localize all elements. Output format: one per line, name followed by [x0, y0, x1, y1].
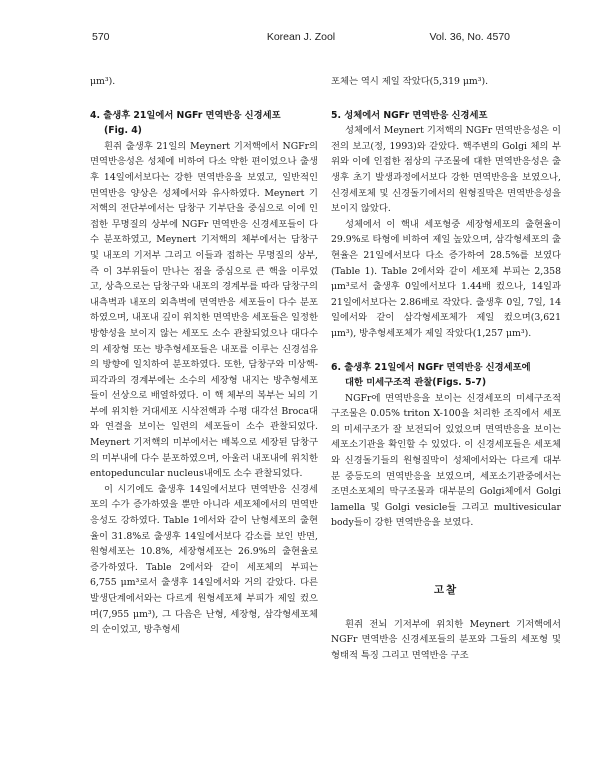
running-header: [92, 31, 510, 45]
volume-info: Vol. 36, No. 4570: [429, 31, 510, 43]
section-heading-5: 5. 성체에서 NGFr 면역반응 신경세포: [331, 109, 488, 121]
heading-6-line1: 6. 출생후 21일에서 NGFr 면역반응 신경세포에: [331, 361, 531, 373]
body-paragraph: 흰쥐 전뇌 기저부에 위치한 Meynert 기저핵에서 NGFr 면역반응 신경세포들의 분포와 그들의 세포형 및 형태적 특징 그리고 면역반응 구조: [331, 618, 561, 661]
continued-text: 포체는 역시 제일 작았다(5,319 μm³).: [331, 76, 489, 87]
body-paragraph: 흰쥐 출생후 21일의 Meynert 기저핵에서 NGFr의 면역반응성은 성체에 비하여 다소 약한 편이었으나 출생후 14일에서보다는 강한 면역반응을 보였고, 일반적인 면역반응 양상은 성체에서와 유사하였다. Meynert 기저핵의 전단부에서는 담창구 기부단을 중심으로 이에 인접한 무명질의 상부에 NGFr 면역반응 신경세포들이 다수 분포하였고, Meynert 기저핵의 체부에서는 담창구 및 내포의 기저부 그리고 이들과 접하는 무명질의 상부, 즉 이 3부위들이 만나는 점을 중심으로 큰 핵을 이루었고, 상측으로는 담창구와 내포의 경계부를 따라 담창구의 내측벽과 내포의 외측벽에 면역반응 세포들이 다수 분포하였으며, 내포내 깊이 위치한 면역반응 세포들은 일정한 방향성을 보이지 않는 세포도 소수 관찰되었으나 대다수의 세장형 또는 방추형세포들은 내포를 이루는 신경섬유의 방향에 일치하여 분포하였다. 또한, 담창구와 미상핵-피각과의 경계부에는 소수의 세장형 내지는 방추형세포들이 선상으로 배열하였다. 이 핵 체부의 복부는 뇌의 기부에 위치한 거대세포 시삭전핵과 수평 대각선 Broca대와 연결을 보이는 일련의 세포들이 소수 관찰되었다. Meynert 기저핵의 미부에서는 배복으로 세장된 담창구의 미부내에 다수 분포하였으며, 아울러 내포내에 위치한 entopeduncular nucleus내에도 소수 관찰되었다.: [90, 140, 318, 480]
section-heading-4: [90, 108, 318, 139]
section-heading-6: [331, 360, 561, 391]
body-paragraph: NGFr에 면역반응을 보이는 신경세포의 미세구조적 구조물은 0.05% triton X-100을 처리한 조직에서 세포의 미세구조가 잘 보전되어 있었으며 면역반응을 보이는 세포소기관을 확인할 수 있었다. 이 신경세포들은 세포체와 신경돌기들의 원형질막이 성체에서와는 다르게 대부분 중등도의 면역반응을 보였으며, 세포소기관중에서는 조면소포체의 막구조물과 대부분의 Golgi체에서 Golgi lamella 및 Golgi vesicle들 그리고 multivesicular body들이 강한 면역반응을 보였다.: [331, 392, 561, 529]
journal-name: Korean J. Zool: [266, 31, 336, 43]
heading-6-line2: 대한 미세구조적 관찰(Figs. 5-7): [345, 377, 487, 389]
body-paragraph: 성체에서 이 핵내 세포형중 세장형세포의 출현율이 29.9%로 타형에 비하여 제일 높았으며, 삼각형세포의 출현율은 21일에서보다 다소 증가하여 28.5%를 보였다(Table 1). Table 2에서와 같이 세포체 부피는 2,358 μm³로서 출생후 0일에서보다 1.44배 컸으나, 14일과 21일에서보다는 2.86배로 작았다. 출생후 0일, 7일, 14일에서와 같이 삼각형세포체가 제일 컸으며(3,621 μm³), 방추형세포체가 제일 작았다(1,257 μm³).: [331, 218, 561, 339]
discussion-title: 고찰: [433, 584, 459, 597]
body-paragraph: 성체에서 Meynert 기저핵의 NGFr 면역반응성은 이전의 보고(정, 1993)와 같았다. 핵주변의 Golgi 체의 부위와 이에 인접한 점상의 구조물에 대한 면역반응성은 출생후 초기 발생과정에서보다 강한 면역반응을 보였으나, 신경세포체 및 신경돌기에서의 원형질막은 면역반응성을 보이지 않았다.: [331, 125, 561, 215]
continued-text: μm³).: [90, 76, 116, 87]
left-column: [90, 74, 318, 638]
right-column: [331, 74, 561, 663]
page-number: 570: [92, 31, 110, 43]
body-paragraph: 이 시기에도 출생후 14일에서보다 면역반응 신경세포의 수가 증가하였을 뿐만 아니라 세포체에서의 면역반응성도 강하였다. Table 1에서와 같이 난형세포의 출현율이 31.8%로 출생후 14일에서보다 감소를 보인 반면, 원형세포는 10.8%, 세장형세포는 26.9%의 출현율로 증가하였다. Table 2에서와 같이 세포체의 부피는 6,755 μm³로서 출생후 14일에서와 거의 같았다. 다른 발생단계에서와는 다르게 원형세포체 부피가 제일 컸으며(7,955 μm³), 그 다음은 난형, 세장형, 삼각형세포체의 순이었고, 방추형세: [90, 483, 318, 636]
heading-4-line1: 4. 출생후 21일에서 NGFr 면역반응 신경세포: [90, 109, 281, 121]
heading-4-line2: (Fig. 4): [104, 125, 142, 137]
